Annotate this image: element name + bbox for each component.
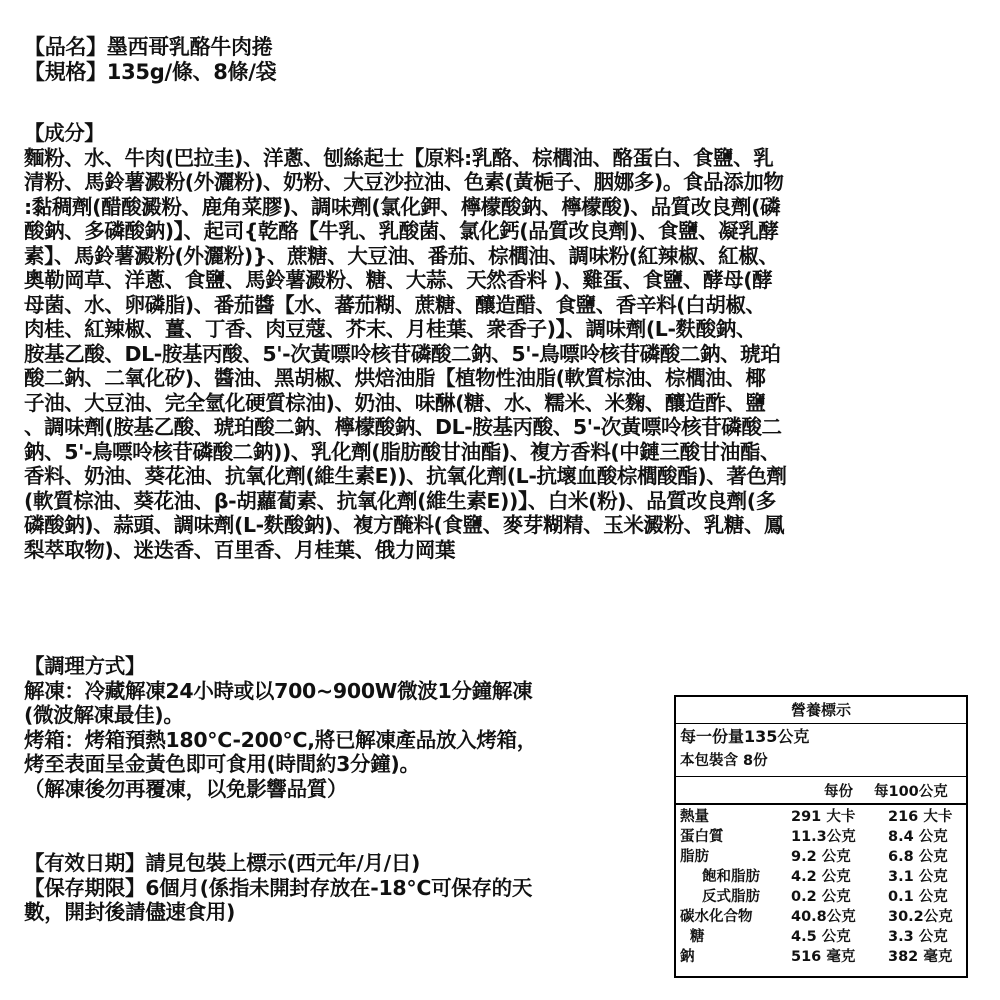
nutrient-name: 飽和脂肪 xyxy=(702,869,760,885)
nutrient-per-serving: 291 大卡 xyxy=(791,809,856,825)
ingredients-section xyxy=(24,121,787,562)
nutrient-per-serving: 4.5 公克 xyxy=(791,929,851,945)
nutrition-row xyxy=(676,885,966,905)
nutrient-per-serving: 9.2 公克 xyxy=(791,849,851,865)
nutrient-name: 脂肪 xyxy=(680,849,709,865)
nutrition-title: 營養標示 xyxy=(676,697,966,724)
nutrition-row xyxy=(676,945,966,965)
preparation-line: 烤箱：烤箱預熱180°C-200°C,將已解凍產品放入烤箱， xyxy=(24,727,537,752)
preparation-text xyxy=(24,679,537,802)
ingredients-line: (軟質棕油、葵花油、β-胡蘿蔔素、抗氧化劑(維生素E))】、白米(粉)、品質改良劑(多 xyxy=(24,488,776,513)
nutrition-row xyxy=(676,845,966,865)
servings-per-pack: 本包裝含 8份 xyxy=(676,750,966,777)
nutrition-row xyxy=(676,905,966,925)
nutrient-per-100g: 3.3 公克 xyxy=(888,929,948,945)
nutrient-per-100g: 3.1 公克 xyxy=(888,869,948,885)
nutrient-per-100g: 382 毫克 xyxy=(888,949,953,965)
ingredients-line: 奧勒岡草、洋蔥、食鹽、馬鈴薯澱粉、糖、大蒜、天然香料 )、雞蛋、食鹽、酵母(酵 xyxy=(24,268,773,292)
nutrient-name: 鈉 xyxy=(680,949,695,965)
nutrient-name: 碳水化合物 xyxy=(680,909,753,925)
nutrient-per-100g: 6.8 公克 xyxy=(888,849,948,865)
nutrition-column-headers xyxy=(676,777,966,805)
shelf-life-section xyxy=(24,851,532,925)
nutrient-per-100g: 30.2公克 xyxy=(888,909,953,925)
nutrient-name: 糖 xyxy=(690,929,705,945)
product-info xyxy=(24,35,276,84)
serving-size: 每一份量135公克 xyxy=(680,727,810,746)
ingredients-line: 酸二鈉、二氧化矽)、醬油、黑胡椒、烘焙油脂【植物性油脂(軟質棕油、棕櫚油、椰 xyxy=(24,366,766,390)
ingredients-line: 清粉、馬鈴薯澱粉(外灑粉)、奶粉、大豆沙拉油、色素(黃梔子、胭娜多)。食品添加物 xyxy=(24,170,784,194)
preparation-line: 烤至表面呈金黃色即可食用(時間約3分鐘)。 xyxy=(24,752,420,776)
product-name: 【品名】墨西哥乳酪牛肉捲 xyxy=(24,35,273,59)
preparation-line: 解凍：冷藏解凍24小時或以700~900W微波1分鐘解凍 xyxy=(24,678,533,703)
nutrient-per-serving: 11.3公克 xyxy=(791,829,856,845)
nutrient-per-serving: 40.8公克 xyxy=(791,909,856,925)
nutrition-rows xyxy=(676,805,966,965)
preparation-line: （解凍後勿再覆凍，以免影響品質） xyxy=(24,776,348,801)
ingredients-line: 酸鈉、多磷酸鈉)】、起司{乾酪【牛乳、乳酸菌、氯化鈣(品質改良劑)、食鹽、凝乳酵 xyxy=(24,219,779,243)
shelf-life-text xyxy=(24,851,532,925)
nutrient-name: 反式脂肪 xyxy=(702,889,760,905)
preparation-heading: 【調理方式】 xyxy=(24,654,146,678)
nutrient-per-100g: 8.4 公克 xyxy=(888,829,948,845)
nutrition-row xyxy=(676,805,966,825)
nutrient-per-serving: 4.2 公克 xyxy=(791,869,851,885)
ingredients-heading: 【成分】 xyxy=(24,121,105,145)
preparation-line: (微波解凍最佳)。 xyxy=(24,703,184,727)
nutrition-row xyxy=(676,825,966,845)
ingredients-line: 胺基乙酸、DL-胺基丙酸、5'-次黃嘌呤核苷磷酸二鈉、5'-鳥嘌呤核苷磷酸二鈉、琥珀 xyxy=(24,341,781,366)
ingredients-line: 鈉、5'-鳥嘌呤核苷磷酸二鈉))、乳化劑(脂肪酸甘油酯)、複方香料(中鏈三酸甘油酯、 xyxy=(24,439,781,464)
ingredients-line: 、調味劑(胺基乙酸、琥珀酸二鈉、檸檬酸鈉、DL-胺基丙酸、5'-次黃嘌呤核苷磷酸二 xyxy=(24,415,782,439)
ingredients-line: 麵粉、水、牛肉(巴拉圭)、洋蔥、刨絲起士【原料:乳酪、棕櫚油、酪蛋白、食鹽、乳 xyxy=(24,145,774,170)
preparation-section xyxy=(24,654,537,801)
nutrient-per-100g: 0.1 公克 xyxy=(888,889,948,905)
nutrient-per-serving: 0.2 公克 xyxy=(791,889,851,905)
product-spec: 【規格】135g/條、8條/袋 xyxy=(24,59,277,84)
nutrition-row xyxy=(676,865,966,885)
shelf-life-line: 【有效日期】請見包裝上標示(西元年/月/日) xyxy=(24,851,421,875)
nutrient-name: 蛋白質 xyxy=(680,829,724,845)
ingredients-line: 肉桂、紅辣椒、薑、丁香、肉豆蔻、芥末、月桂葉、衆香子)】、調味劑(L-麩酸鈉、 xyxy=(24,317,756,341)
ingredients-line: 磷酸鈉)、蒜頭、調味劑(L-麩酸鈉)、複方醃料(食鹽、麥芽糊精、玉米澱粉、乳糖、鳳 xyxy=(24,513,785,537)
nutrient-per-100g: 216 大卡 xyxy=(888,809,953,825)
ingredients-line: 素】、馬鈴薯澱粉(外灑粉)}、蔗糖、大豆油、番茄、棕櫚油、調味粉(紅辣椒、紅椒、 xyxy=(24,243,779,268)
nutrition-table xyxy=(674,695,968,978)
shelf-life-line: 【保存期限】6個月(係指未開封存放在-18°C可保存的天 xyxy=(24,875,533,900)
col-per-serving: 每份 xyxy=(824,784,853,800)
ingredients-line: 母菌、水、卵磷脂)、番茄醬【水、蕃茄糊、蔗糖、釀造醋、食鹽、香辛料(白胡椒、 xyxy=(24,292,766,317)
ingredients-line: 香料、奶油、葵花油、抗氧化劑(維生素E))、抗氧化劑(L-抗壞血酸棕櫚酸酯)、著色劑 xyxy=(24,464,787,488)
ingredients-line: 子油、大豆油、完全氫化硬質棕油)、奶油、味醂(糖、水、糯米、米麴、釀造酢、鹽 xyxy=(24,390,766,415)
nutrition-row xyxy=(676,925,966,945)
ingredients-line: :黏稠劑(醋酸澱粉、鹿角菜膠)、調味劑(氯化鉀、檸檬酸鈉、檸檬酸)、品質改良劑(磷 xyxy=(24,194,781,219)
nutrient-name: 熱量 xyxy=(680,809,709,825)
nutrient-per-serving: 516 毫克 xyxy=(791,949,856,965)
ingredients-line: 梨萃取物)、迷迭香、百里香、月桂葉、俄力岡葉 xyxy=(24,537,456,562)
col-per-100g: 每100公克 xyxy=(874,784,948,800)
shelf-life-line: 數，開封後請儘速食用) xyxy=(24,900,236,924)
ingredients-text xyxy=(24,146,787,563)
